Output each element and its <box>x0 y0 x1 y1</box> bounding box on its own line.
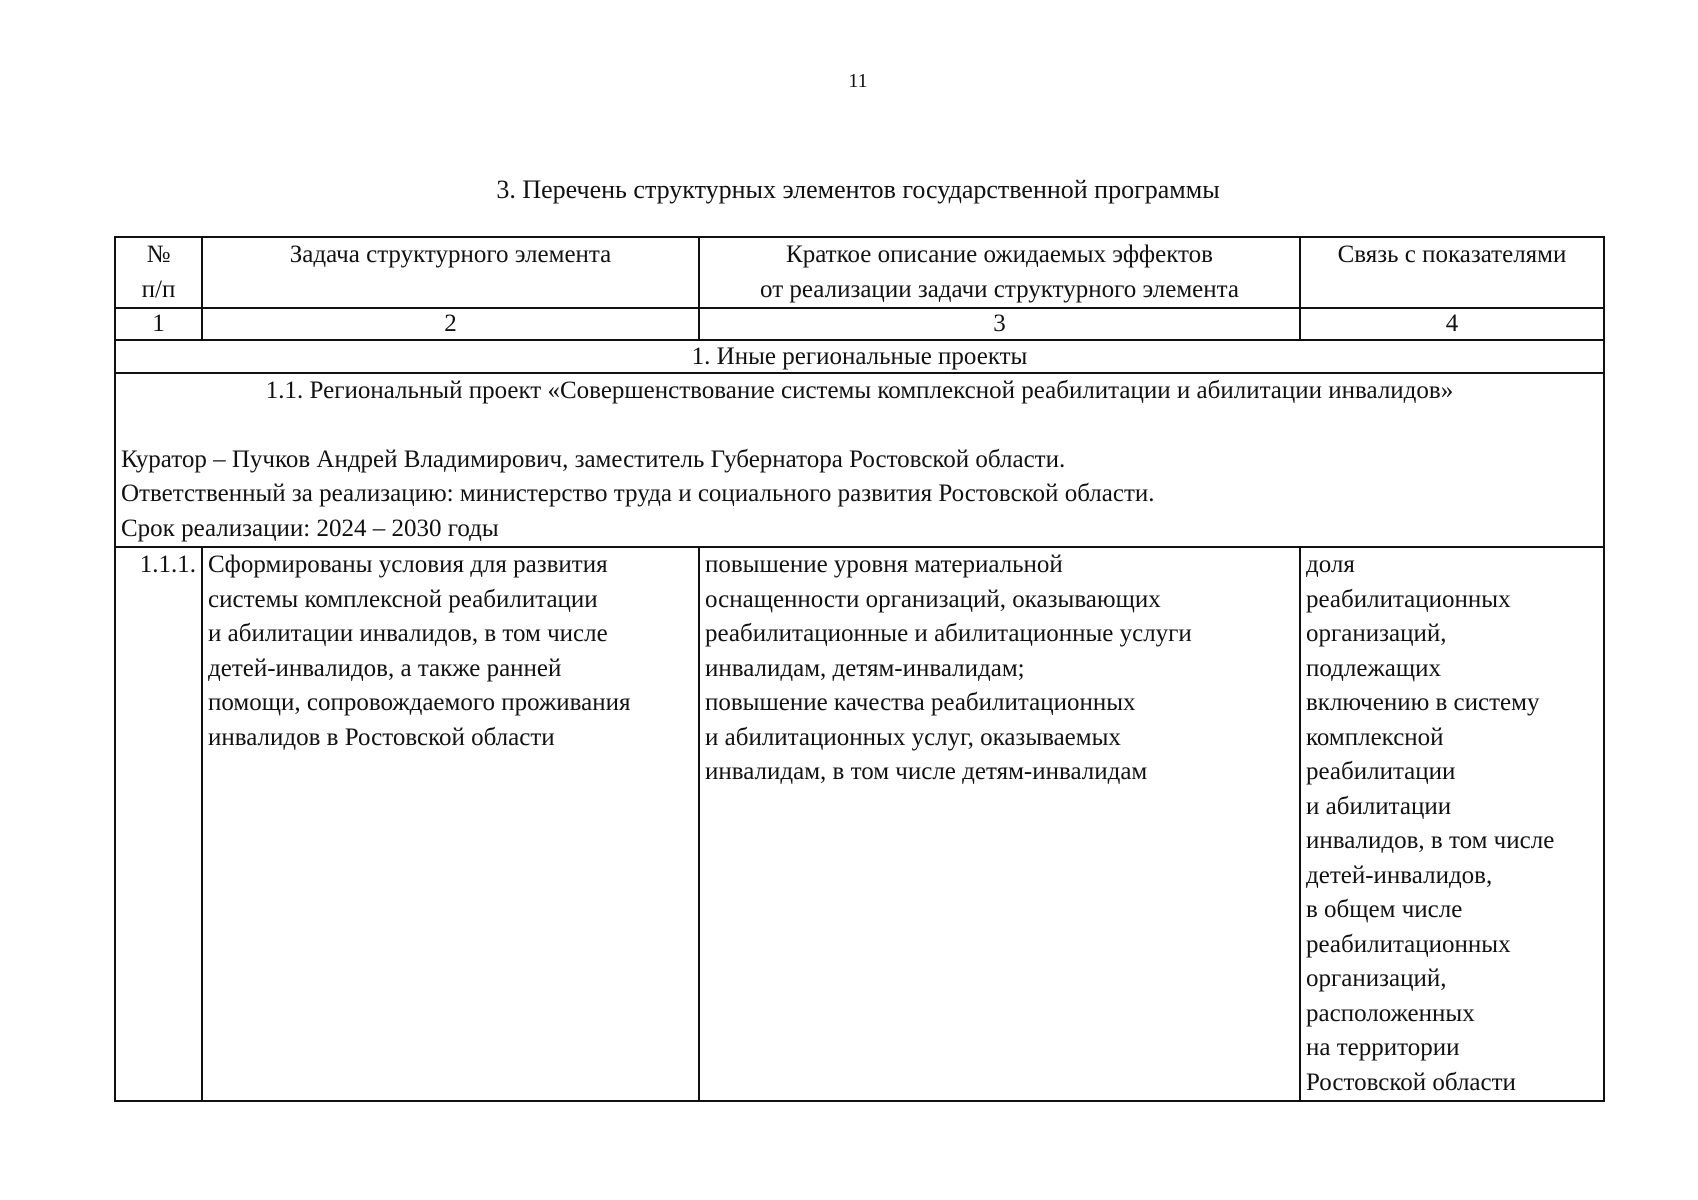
effects-line: реабилитационные и абилитационные услуги <box>705 620 1192 647</box>
row-effects <box>699 547 1300 1101</box>
effects-line: оснащенности организаций, оказывающих <box>705 585 1161 613</box>
indicators-line: расположенных <box>1306 999 1475 1027</box>
indicators-line: доля <box>1306 551 1355 578</box>
indicators-line: и абилитации <box>1306 792 1452 820</box>
indicators-line: организаций, <box>1306 620 1447 647</box>
table-row <box>115 547 1604 1101</box>
task-line: детей-инвалидов, а также ранней <box>208 654 562 682</box>
header-task <box>202 237 699 308</box>
indicators-line: детей-инвалидов, <box>1306 861 1493 889</box>
section-row <box>115 340 1604 373</box>
section-title: 3. Перечень структурных элементов государственной программы <box>496 175 1220 204</box>
section-heading: 1. Иные региональные проекты <box>115 340 1604 373</box>
header-number-line: № <box>146 241 171 268</box>
header-indicators-line: Связь с показателями <box>1337 241 1567 268</box>
column-number: 4 <box>1300 308 1604 340</box>
indicators-line: комплексной <box>1306 723 1444 751</box>
header-indicators <box>1300 237 1604 308</box>
row-task <box>202 547 699 1101</box>
indicators-line: инвалидов, в том числе <box>1306 827 1555 854</box>
header-effects <box>699 237 1300 308</box>
task-line: Сформированы условия для развития <box>208 551 608 578</box>
project-curator: Куратор – Пучков Андрей Владимирович, заместитель Губернатора Ростовской области. <box>121 445 1066 473</box>
indicators-line: на территории <box>1306 1034 1460 1061</box>
indicators-line: организаций, <box>1306 965 1447 992</box>
effects-line: повышение уровня материальной <box>705 551 1063 578</box>
task-line: помощи, сопровождаемого проживания <box>208 689 631 716</box>
indicators-line: подлежащих <box>1306 654 1441 682</box>
column-number: 2 <box>202 308 699 340</box>
effects-line: инвалидам, в том числе детям-инвалидам <box>705 758 1148 785</box>
header-task-line: Задача структурного элемента <box>289 241 612 268</box>
page-number: 11 <box>848 70 868 92</box>
project-term: Срок реализации: 2024 – 2030 годы <box>121 514 499 542</box>
row-number: 1.1.1. <box>115 547 202 1101</box>
task-line: и абилитации инвалидов, в том числе <box>208 620 608 647</box>
indicators-line: включению в систему <box>1306 689 1540 716</box>
task-line: инвалидов в Ростовской области <box>208 723 555 751</box>
effects-line: повышение качества реабилитационных <box>705 689 1136 716</box>
table-header-row <box>115 237 1604 308</box>
indicators-line: реабилитации <box>1306 758 1456 785</box>
task-line: системы комплексной реабилитации <box>208 585 598 613</box>
project-responsible: Ответственный за реализацию: министерство труда и социального развития Ростовской области. <box>121 480 1155 507</box>
effects-line: инвалидам, детям-инвалидам; <box>705 654 1025 682</box>
column-number: 3 <box>699 308 1300 340</box>
column-number-row <box>115 308 1604 340</box>
header-effects-line: от реализации задачи структурного элемента <box>760 275 1239 303</box>
project-info <box>115 373 1604 547</box>
indicators-line: реабилитационных <box>1306 585 1511 613</box>
project-title: 1.1. Региональный проект «Совершенствование системы комплексной реабилитации и абилитации инвалидов» <box>265 377 1454 404</box>
header-number <box>115 237 202 308</box>
row-indicators <box>1300 547 1604 1101</box>
header-number-line: п/п <box>141 275 176 303</box>
column-number: 1 <box>115 308 202 340</box>
indicators-line: в общем числе <box>1306 896 1463 923</box>
effects-line: и абилитационных услуг, оказываемых <box>705 723 1121 751</box>
structural-elements-table <box>114 236 1605 1102</box>
indicators-line: Ростовской области <box>1306 1068 1516 1096</box>
indicators-line: реабилитационных <box>1306 930 1511 958</box>
project-row <box>115 373 1604 547</box>
header-effects-line: Краткое описание ожидаемых эффектов <box>786 241 1213 268</box>
